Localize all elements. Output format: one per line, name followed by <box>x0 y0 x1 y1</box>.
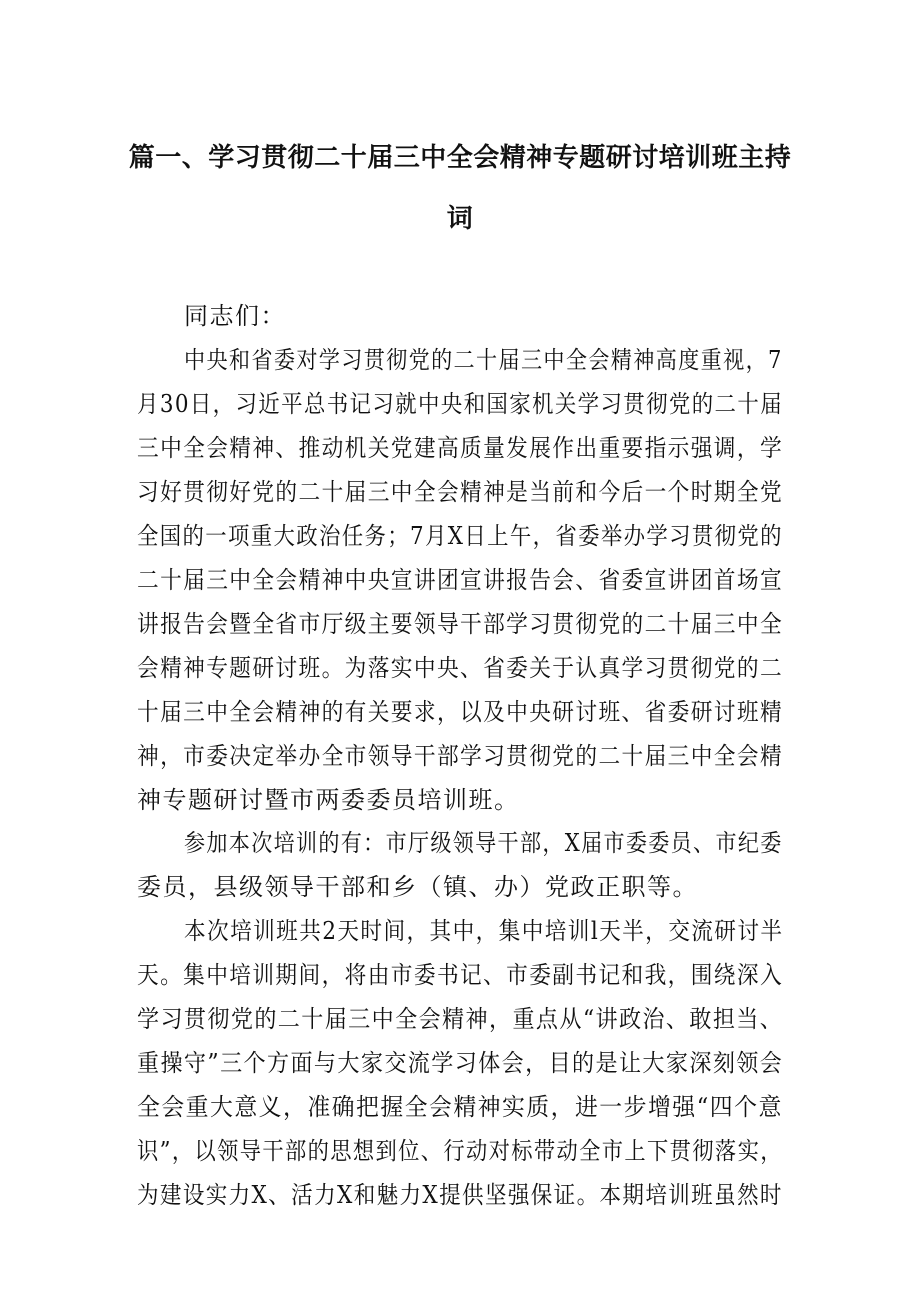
paragraph-3-line: 全会重大意义，准确把握全会精神实质，进一步增强“四个意 <box>137 1093 783 1121</box>
paragraph-1-line: 神专题研讨暨市两委委员培训班。 <box>137 786 520 814</box>
salutation: 同志们： <box>184 302 286 330</box>
document-title: 篇一、学习贯彻二十届三中全会精神专题研讨培训班主持 <box>128 143 792 173</box>
paragraph-1-line: 全国的一项重大政治任务；7月X日上午，省委举办学习贯彻党的 <box>137 522 783 550</box>
paragraph-3-line: 本次培训班共2天时间，其中，集中培训l天半，交流研讨半 <box>184 917 784 945</box>
paragraph-1-line: 二十届三中全会精神中央宣讲团宣讲报告会、省委宣讲团首场宣 <box>137 566 784 594</box>
paragraph-3-line: 天。集中培训期间，将由市委书记、市委副书记和我，围绕深入 <box>137 961 784 989</box>
paragraph-3-line: 重操守”三个方面与大家交流学习体会，目的是让大家深刻领会 <box>137 1049 784 1077</box>
paragraph-3-line: 识”，以领导干部的思想到位、行动对标带动全市上下贯彻落实， <box>137 1137 783 1165</box>
paragraph-1-line: 会精神专题研讨班。为落实中央、省委关于认真学习贯彻党的二 <box>137 654 784 682</box>
paragraph-1-line: 月30日，习近平总书记习就中央和国家机关学习贯彻党的二十届 <box>137 390 784 418</box>
document-title-continuation: 词 <box>446 204 474 234</box>
paragraph-1-line: 神，市委决定举办全市领导干部学习贯彻党的二十届三中全会精 <box>137 742 784 770</box>
paragraph-2-line: 委员，县级领导干部和乡（镇、办）党政正职等。 <box>137 873 698 901</box>
paragraph-1-line: 讲报告会暨全省市厅级主要领导干部学习贯彻党的二十届三中全 <box>137 610 784 638</box>
paragraph-1-line: 三中全会精神、推动机关党建高质量发展作出重要指示强调，学 <box>137 434 784 462</box>
paragraph-1-line: 习好贯彻好党的二十届三中全会精神是当前和今后一个时期全党 <box>137 478 784 506</box>
paragraph-2-line: 参加本次培训的有：市厅级领导干部，X届市委委员、市纪委 <box>184 829 783 857</box>
paragraph-1-line: 中央和省委对学习贯彻党的二十届三中全会精神高度重视，7 <box>184 346 783 374</box>
paragraph-3-line: 学习贯彻党的二十届三中全会精神，重点从“讲政治、敢担当、 <box>137 1005 784 1033</box>
paragraph-1-line: 十届三中全会精神的有关要求，以及中央研讨班、省委研讨班精 <box>137 698 784 726</box>
paragraph-3-line: 为建设实力X、活力X和魅力X提供坚强保证。本期培训班虽然时 <box>137 1181 783 1209</box>
